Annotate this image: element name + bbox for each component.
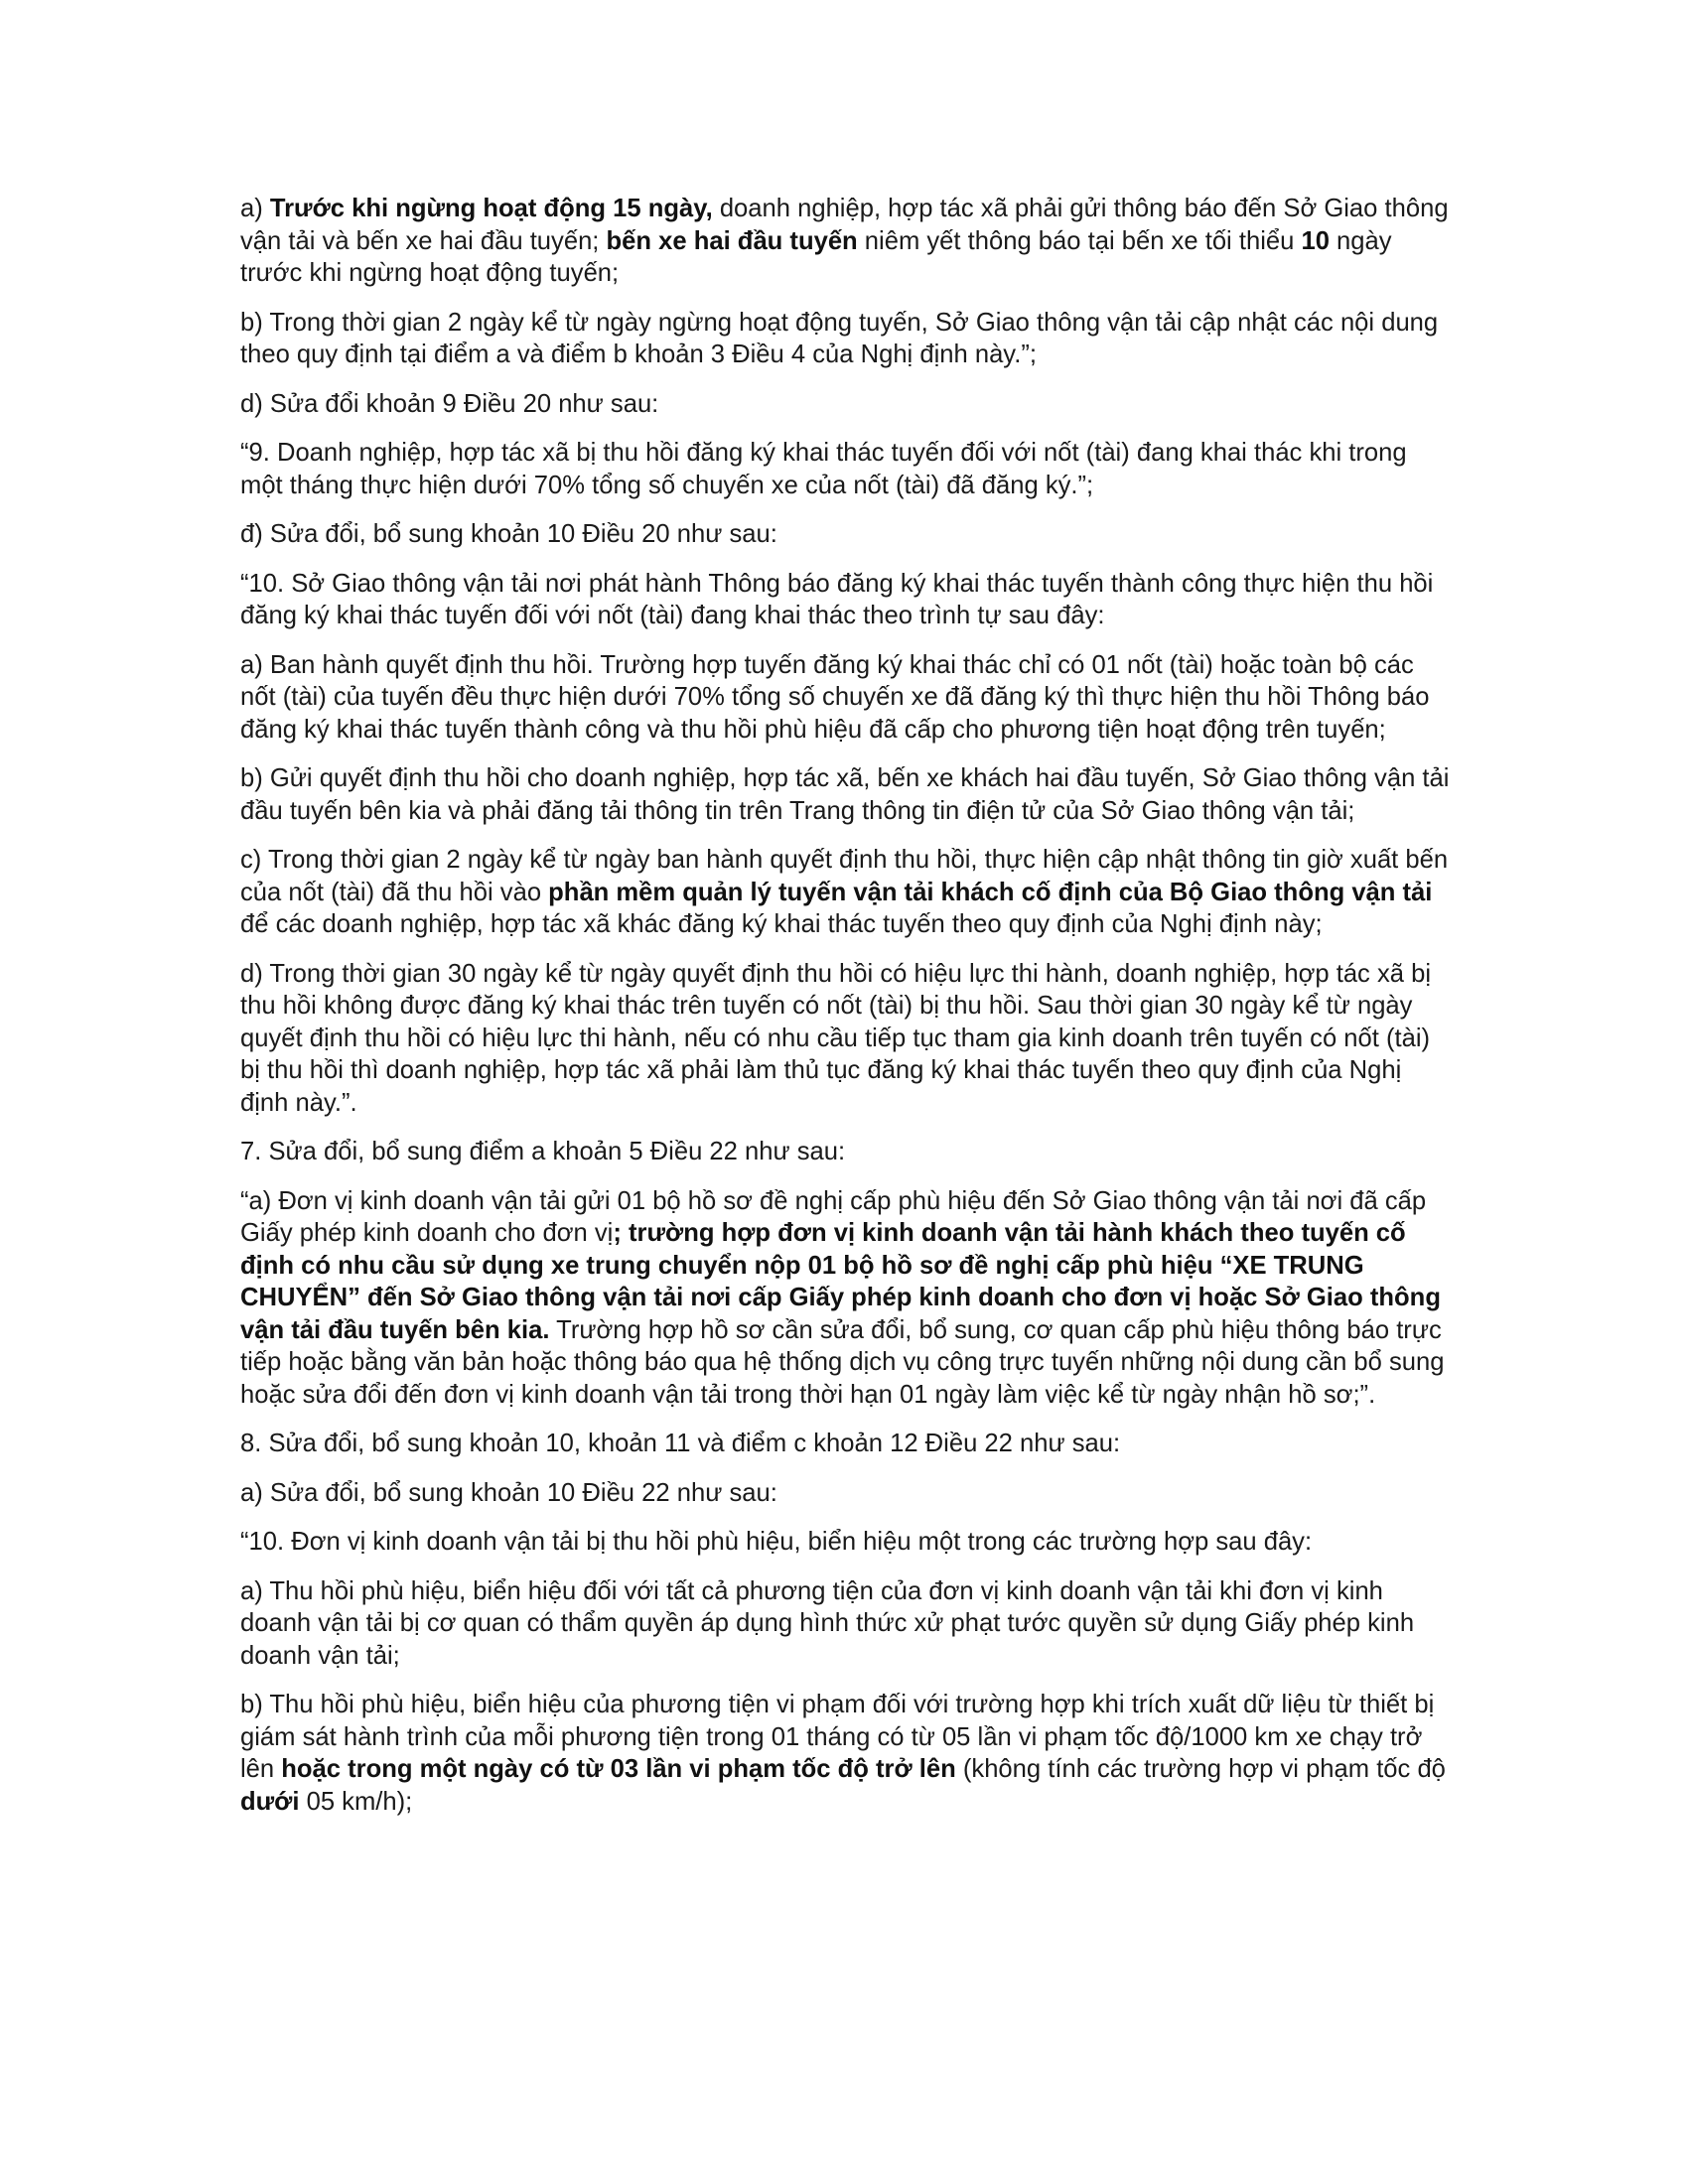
paragraph-17: b) Thu hồi phù hiệu, biển hiệu của phương tiện vi phạm đối với trường hợp khi trích xuất dữ liệu từ thiết bị giám sát hành trình của mỗi phương tiện trong 01 tháng có từ 05 lần vi phạm tốc độ/1000 km xe chạy trở lên hoặc trong một ngày có từ 03 lần vi phạm tốc độ trở lên (không tính các trường hợp vi phạm tốc độ dưới 05 km/h); (240, 1691, 1446, 1816)
paragraph-7: a) Ban hành quyết định thu hồi. Trường hợp tuyến đăng ký khai thác chỉ có 01 nốt (tài) hoặc toàn bộ các nốt (tài) của tuyến đều thực hiện dưới 70% tổng số chuyến xe đã đăng ký thì thực hiện thu hồi Thông báo đăng ký khai thác tuyến thành công và thu hồi phù hiệu đã cấp cho phương tiện hoạt động trên tuyến; (240, 650, 1430, 744)
paragraph-16: a) Thu hồi phù hiệu, biển hiệu đối với tất cả phương tiện của đơn vị kinh doanh vận tải khi đơn vị kinh doanh vận tải bị cơ quan có thẩm quyền áp dụng hình thức xử phạt tước quyền sử dụng Giấy phép kinh doanh vận tải; (240, 1576, 1415, 1670)
paragraph-1: a) Trước khi ngừng hoạt động 15 ngày, doanh nghiệp, hợp tác xã phải gửi thông báo đến Sở Giao thông vận tải và bến xe hai đầu tuyến; bến xe hai đầu tuyến niêm yết thông báo tại bến xe tối thiểu 10 ngày trước khi ngừng hoạt động tuyến; (240, 195, 1449, 287)
paragraph-4: “9. Doanh nghiệp, hợp tác xã bị thu hồi đăng ký khai thác tuyến đối với nốt (tài) đang khai thác khi trong một tháng thực hiện dưới 70% tổng số chuyến xe của nốt (tài) đã đăng ký.”; (240, 439, 1407, 499)
paragraph-12: “a) Đơn vị kinh doanh vận tải gửi 01 bộ hồ sơ đề nghị cấp phù hiệu đến Sở Giao thông vận tải nơi đã cấp Giấy phép kinh doanh cho đơn vị; trường hợp đơn vị kinh doanh vận tải hành khách theo tuyến cố định có nhu cầu sử dụng xe trung chuyển nộp 01 bộ hồ sơ đề nghị cấp phù hiệu “XE TRUNG CHUYỂN” đến Sở Giao thông vận tải nơi cấp Giấy phép kinh doanh cho đơn vị hoặc Sở Giao thông vận tải đầu tuyến bên kia. Trường hợp hồ sơ cần sửa đổi, bổ sung, cơ quan cấp phù hiệu thông báo trực tiếp hoặc bằng văn bản hoặc thông báo qua hệ thống dịch vụ công trực tuyến những nội dung cần bổ sung hoặc sửa đổi đến đơn vị kinh doanh vận tải trong thời hạn 01 ngày làm việc kể từ ngày nhận hồ sơ;”. (240, 1186, 1445, 1409)
paragraph-5: đ) Sửa đổi, bổ sung khoản 10 Điều 20 như sau: (240, 520, 777, 548)
document-page (240, 193, 1450, 1835)
paragraph-6: “10. Sở Giao thông vận tải nơi phát hành Thông báo đăng ký khai thác tuyến thành công thực hiện thu hồi đăng ký khai thác tuyến đối với nốt (tài) đang khai thác theo trình tự sau đây: (240, 569, 1434, 629)
paragraph-8: b) Gửi quyết định thu hồi cho doanh nghiệp, hợp tác xã, bến xe khách hai đầu tuyến, Sở Giao thông vận tải đầu tuyến bên kia và phải đăng tải thông tin trên Trang thông tin điện tử của Sở Giao thông vận tải; (240, 764, 1450, 825)
paragraph-11: 7. Sửa đổi, bổ sung điểm a khoản 5 Điều 22 như sau: (240, 1138, 846, 1165)
paragraph-3: d) Sửa đổi khoản 9 Điều 20 như sau: (240, 389, 659, 418)
paragraph-13: 8. Sửa đổi, bổ sung khoản 10, khoản 11 và điểm c khoản 12 Điều 22 như sau: (240, 1430, 1121, 1457)
paragraph-14: a) Sửa đổi, bổ sung khoản 10 Điều 22 như sau: (240, 1478, 777, 1507)
paragraph-9: c) Trong thời gian 2 ngày kể từ ngày ban hành quyết định thu hồi, thực hiện cập nhật thông tin giờ xuất bến của nốt (tài) đã thu hồi vào phần mềm quản lý tuyến vận tải khách cố định của Bộ Giao thông vận tải để các doanh nghiệp, hợp tác xã khác đăng ký khai thác tuyến theo quy định của Nghị định này; (240, 846, 1449, 938)
paragraph-2: b) Trong thời gian 2 ngày kể từ ngày ngừng hoạt động tuyến, Sở Giao thông vận tải cập nhật các nội dung theo quy định tại điểm a và điểm b khoản 3 Điều 4 của Nghị định này.”; (240, 308, 1439, 368)
paragraph-10: d) Trong thời gian 30 ngày kể từ ngày quyết định thu hồi có hiệu lực thi hành, doanh nghiệp, hợp tác xã bị thu hồi không được đăng ký khai thác trên tuyến có nốt (tài) bị thu hồi. Sau thời gian 30 ngày kể từ ngày quyết định thu hồi có hiệu lực thi hành, nếu có nhu cầu tiếp tục tham gia kinh doanh trên tuyến có nốt (tài) bị thu hồi thì doanh nghiệp, hợp tác xã phải làm thủ tục đăng ký khai thác tuyến theo quy định của Nghị định này.”. (240, 959, 1432, 1117)
paragraph-15: “10. Đơn vị kinh doanh vận tải bị thu hồi phù hiệu, biển hiệu một trong các trường hợp sau đây: (240, 1528, 1313, 1556)
